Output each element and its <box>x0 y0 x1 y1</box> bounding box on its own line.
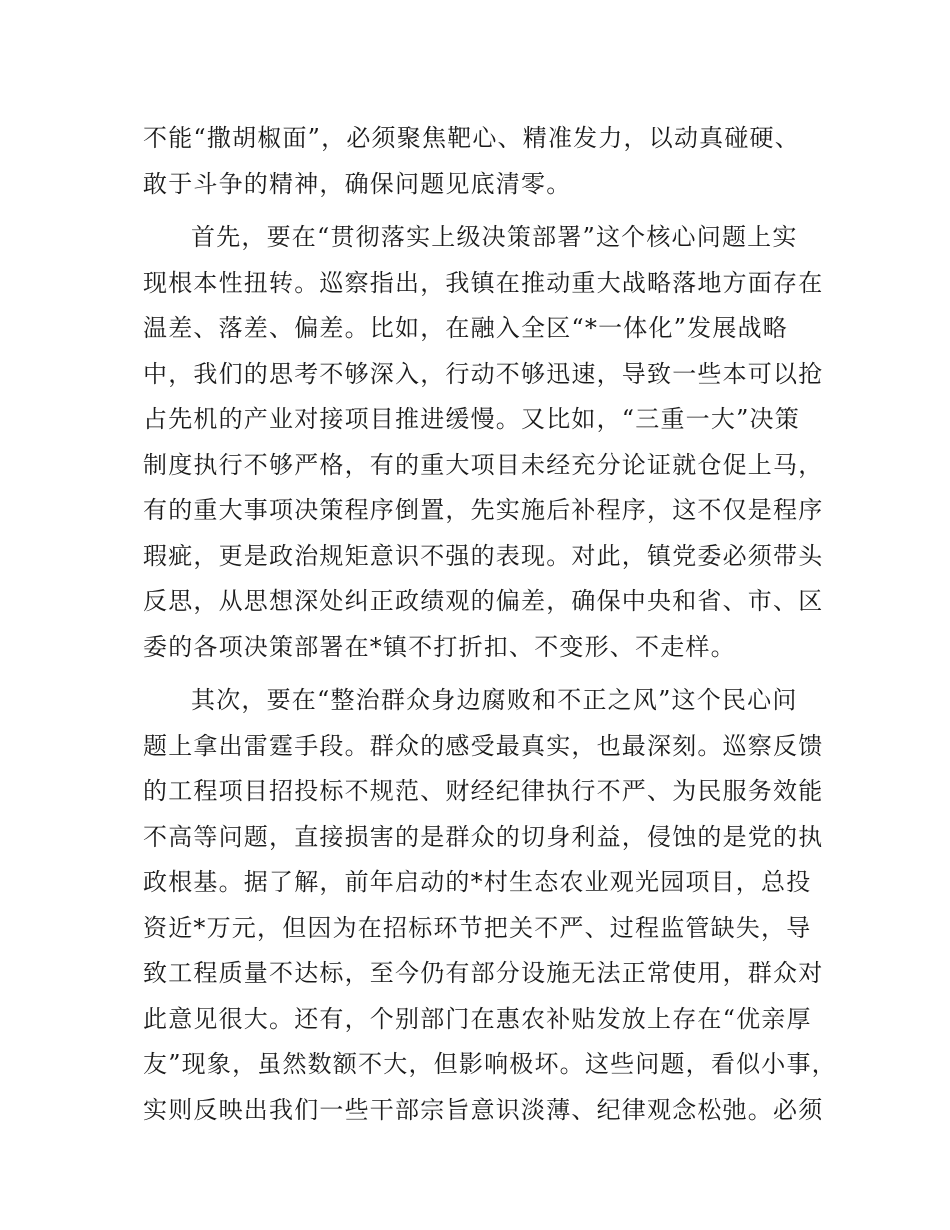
text-line: 首先，要在“贯彻落实上级决策部署”这个核心问题上实 <box>191 223 798 251</box>
paragraph-1 <box>143 116 823 207</box>
text-line: 其次，要在“整治群众身边腐败和不正之风”这个民心问 <box>191 686 798 714</box>
text-line: 友”现象，虽然数额不大，但影响极坏。这些问题，看似小事， <box>143 1050 837 1078</box>
text-line: 反思，从思想深处纠正政绩观的偏差，确保中央和省、市、区 <box>143 587 824 615</box>
text-line: 占先机的产业对接项目推进缓慢。又比如，“三重一大”决策 <box>143 405 800 433</box>
document-body <box>143 116 837 1133</box>
paragraph-3 <box>143 678 837 1133</box>
text-line: 的工程项目招投标不规范、财经纪律执行不严、为民服务效能 <box>143 777 824 805</box>
text-line: 制度执行不够严格，有的重大项目未经充分论证就仓促上马， <box>143 450 824 479</box>
text-line: 政根基。据了解，前年启动的*村生态农业观光园项目，总投 <box>143 868 812 896</box>
text-line: 资近*万元，但因为在招标环节把关不严、过程监管缺失，导 <box>143 913 812 942</box>
text-line: 实则反映出我们一些干部宗旨意识淡薄、纪律观念松弛。必须 <box>143 1095 824 1124</box>
text-line: 不高等问题，直接损害的是群众的切身利益，侵蚀的是党的执 <box>143 822 824 851</box>
text-line: 不能“撒胡椒面”，必须聚焦靶心、精准发力，以动真碰硬、 <box>143 124 800 152</box>
text-line: 温差、落差、偏差。比如，在融入全区“*一体化”发展战略 <box>143 314 788 342</box>
text-line: 瑕疵，更是政治规矩意识不强的表现。对此，镇党委必须带头 <box>143 541 824 570</box>
text-line: 现根本性扭转。巡察指出，我镇在推动重大战略落地方面存在 <box>143 268 824 297</box>
text-line: 此意见很大。还有，个别部门在惠农补贴发放上存在“优亲厚 <box>143 1004 812 1033</box>
text-line: 敢于斗争的精神，确保问题见底清零。 <box>143 169 572 198</box>
paragraph-2 <box>143 215 823 670</box>
text-line: 有的重大事项决策程序倒置，先实施后补程序，这不仅是程序 <box>143 496 824 524</box>
text-line: 致工程质量不达标，至今仍有部分设施无法正常使用，群众对 <box>143 959 824 987</box>
text-line: 中，我们的思考不够深入，行动不够迅速，导致一些本可以抢 <box>143 359 824 388</box>
text-line: 委的各项决策部署在*镇不打折扣、不变形、不走样。 <box>143 632 736 661</box>
text-line: 题上拿出雷霆手段。群众的感受最真实，也最深刻。巡察反馈 <box>143 731 824 760</box>
